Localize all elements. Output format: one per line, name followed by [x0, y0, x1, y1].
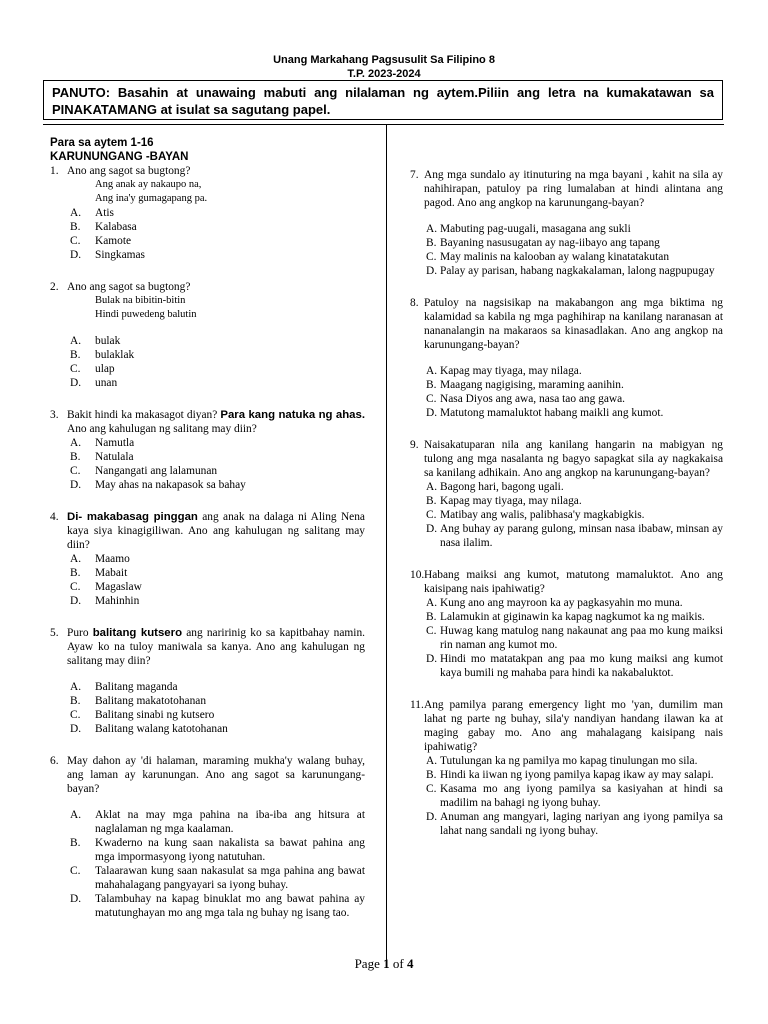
question-text: Ang pamilya parang emergency light mo 'yan, dumilim man lahat ng parte ng buhay, sila'y nandiyan handang ilawan ka at maging gabay mo. Ano ang mahalagang kaisipang nais ipahiwatig? — [424, 699, 723, 753]
question-number: 10. — [410, 569, 425, 581]
option-letter: B. — [426, 495, 437, 507]
answer-option — [50, 348, 365, 362]
question-item — [50, 408, 365, 510]
option-text: unan — [95, 377, 118, 389]
option-letter: C. — [426, 783, 437, 795]
page-total: 4 — [406, 956, 414, 971]
spacer — [50, 736, 365, 754]
option-text: Talambuhay na kapag binuklat mo ang bawat pahina ay matutunghayan mo ang mga tala ng buhay ng isang tao. — [95, 893, 365, 919]
option-letter: B. — [70, 451, 81, 463]
option-text: Matutong mamaluktot habang maikli ang kumot. — [440, 407, 664, 419]
question-stem — [410, 568, 723, 596]
section-topic: KARUNUNGANG -BAYAN — [50, 151, 189, 163]
question-number: 4. — [50, 511, 59, 523]
option-letter: D. — [426, 653, 438, 665]
question-stem — [410, 168, 723, 210]
section-label: Para sa aytem 1-16 — [50, 137, 154, 149]
option-letter: D. — [426, 811, 438, 823]
option-letter: B. — [426, 769, 437, 781]
question-item — [410, 168, 723, 296]
option-text: Matibay ang walis, palibhasa'y magkabigkis. — [440, 509, 645, 521]
answer-option — [410, 364, 723, 378]
column-divider — [386, 124, 387, 962]
option-letter: D. — [70, 249, 82, 261]
page-prefix: Page — [354, 956, 384, 971]
option-text: Mahinhin — [95, 595, 140, 607]
option-text: Aklat na may mga pahina na iba-iba ang hitsura at naglalaman ng mga kaalaman. — [95, 809, 365, 835]
question-item — [410, 568, 723, 698]
question-text: Habang maiksi ang kumot, matutong mamaluktot. Ano ang kaisipang nais ipahiwatig? — [424, 569, 723, 595]
option-letter: C. — [426, 393, 437, 405]
option-text: Kapag may tiyaga, may nilaga. — [440, 495, 582, 507]
option-text: Balitang sinabi ng kutsero — [95, 709, 215, 721]
question-text-continued: ang naririnig ko sa kapitbahay namin. Ayaw ko na tuloy maniwala sa kanya. Ano ang kahulugan ng salitang may diin? — [67, 627, 365, 667]
option-letter: B. — [426, 611, 437, 623]
option-letter: B. — [70, 837, 81, 849]
option-text: Namutla — [95, 437, 135, 449]
question-item — [50, 510, 365, 626]
question-number: 11. — [410, 699, 424, 711]
option-letter: D. — [70, 723, 82, 735]
answer-option — [410, 810, 723, 838]
question-stem — [410, 698, 723, 754]
option-letter: C. — [70, 709, 81, 721]
answer-option — [410, 494, 723, 508]
option-text: Kasama mo ang iyong pamilya sa kasiyahan at hindi sa madilim na bahagi ng iyong buhay. — [440, 783, 723, 809]
question-number: 8. — [410, 297, 419, 309]
question-number: 9. — [410, 439, 419, 451]
option-letter: D. — [426, 407, 438, 419]
option-letter: D. — [70, 893, 82, 905]
answer-option — [50, 334, 365, 348]
question-stem — [50, 510, 365, 552]
answer-option — [50, 694, 365, 708]
question-number: 2. — [50, 281, 59, 293]
page-of: of — [389, 956, 407, 971]
answer-option — [50, 552, 365, 566]
option-text: Talaarawan kung saan nakasulat sa mga pahina ang bawat mahahalagang pangyayari sa iyong buhay. — [95, 865, 365, 891]
answer-option — [410, 754, 723, 768]
option-text: May ahas na nakapasok sa bahay — [95, 479, 246, 491]
option-text: Maamo — [95, 553, 130, 565]
option-text: Natulala — [95, 451, 134, 463]
answer-option — [50, 892, 365, 920]
option-letter: A. — [70, 553, 82, 565]
question-text: Naisakatuparan nila ang kanilang hangarin na mabigyan ng tulong ang mga nasalanta ng bagyo sapagkat sila ay nagkakaisa sa kanilang adhikain. Ano ang angkop na karunungang-bayan? — [424, 439, 723, 479]
option-text: Tutulungan ka ng pamilya mo kapag tinulungan mo sila. — [440, 755, 698, 767]
answer-option — [50, 722, 365, 736]
option-text: Mabuting pag-uugali, masagana ang sukli — [440, 223, 631, 235]
answer-option — [410, 624, 723, 652]
question-emphasis: balitang kutsero — [92, 627, 183, 639]
question-number: 1. — [50, 165, 59, 177]
question-text: Ang mga sundalo ay itinuturing na mga bayani , kahit na sila ay nahihirapan, patuloy pa ring lumalaban at hindi alintana ang pagod. Ano ang angkop na karunungang-bayan? — [424, 169, 723, 209]
page-footer — [0, 956, 768, 972]
question-text: Bakit hindi ka makasagot diyan? — [67, 409, 221, 421]
spacer — [410, 420, 723, 438]
instructions-box: PANUTO: Basahin at unawaing mabuti ang nilalaman ng aytem.Piliin ang letra na kumakatawan sa PINAKATAMANG at isulat sa sagutang papel. — [43, 80, 723, 120]
question-item — [50, 164, 365, 280]
option-text: Kapag may tiyaga, may nilaga. — [440, 365, 582, 377]
question-stem — [50, 626, 365, 668]
option-text: Maagang nagigising, maraming aanihin. — [440, 379, 624, 391]
spacer — [410, 680, 723, 698]
option-text: Kalabasa — [95, 221, 137, 233]
option-text: Atis — [95, 207, 114, 219]
riddle-line: Bulak na bibitin-bitin — [95, 295, 186, 306]
option-text: Anuman ang mangyari, laging nariyan ang iyong pamilya sa lahat nang sandali ng iyong buhay. — [440, 811, 723, 837]
answer-option — [410, 768, 723, 782]
option-text: Balitang maganda — [95, 681, 178, 693]
question-text-continued: Ano ang kahulugan ng salitang may diin? — [67, 423, 257, 435]
option-letter: D. — [70, 595, 82, 607]
answer-option — [50, 362, 365, 376]
answer-option — [50, 680, 365, 694]
option-letter: C. — [426, 509, 437, 521]
option-text: Mabait — [95, 567, 128, 579]
question-text: Ano ang sagot sa bugtong? — [67, 281, 191, 293]
question-stem — [50, 164, 365, 178]
option-text: Palay ay parisan, habang nagkakalaman, lalong nagpupugay — [440, 265, 715, 277]
option-text: bulak — [95, 335, 121, 347]
answer-option — [410, 652, 723, 680]
question-number: 3. — [50, 409, 59, 421]
spacer — [410, 550, 723, 568]
spacer — [410, 352, 723, 364]
answer-option — [50, 594, 365, 608]
answer-option — [50, 836, 365, 864]
option-letter: B. — [70, 567, 81, 579]
option-letter: A. — [426, 755, 438, 767]
option-letter: C. — [426, 251, 437, 263]
answer-option — [50, 708, 365, 722]
option-letter: C. — [70, 235, 81, 247]
spacer — [50, 322, 365, 334]
question-stem — [410, 296, 723, 352]
answer-option — [50, 206, 365, 220]
answer-option — [50, 478, 365, 492]
option-text: May malinis na kalooban ay walang kinatatakutan — [440, 251, 670, 263]
answer-option — [50, 234, 365, 248]
option-text: Kwaderno na kung saan nakalista sa bawat pahina ang mga impormasyong iyong natutuhan. — [95, 837, 365, 863]
answer-option — [410, 236, 723, 250]
option-letter: A. — [426, 365, 438, 377]
answer-option — [410, 222, 723, 236]
question-item — [410, 438, 723, 568]
answer-option — [410, 508, 723, 522]
option-letter: D. — [426, 265, 438, 277]
question-stem — [50, 408, 365, 436]
left-question-list — [50, 164, 365, 920]
option-text: ulap — [95, 363, 115, 375]
page-number: 1 — [383, 956, 390, 971]
riddle-line: Ang anak ay nakaupo na, — [95, 179, 202, 190]
option-letter: C. — [70, 363, 81, 375]
answer-option — [410, 250, 723, 264]
option-letter: A. — [426, 223, 438, 235]
answer-option — [410, 264, 723, 278]
option-letter: C. — [426, 625, 437, 637]
question-number: 6. — [50, 755, 59, 767]
right-column — [410, 168, 723, 838]
question-stem — [50, 754, 365, 796]
spacer — [50, 796, 365, 808]
answer-option — [50, 808, 365, 836]
question-number: 5. — [50, 627, 59, 639]
option-letter: B. — [426, 379, 437, 391]
option-text: Huwag kang matulog nang nakaunat ang paa mo kung maiksi rin naman ang kumot mo. — [440, 625, 723, 651]
option-text: Kung ano ang mayroon ka ay pagkasyahin mo muna. — [440, 597, 683, 609]
spacer — [410, 278, 723, 296]
question-text-continued: ang anak na dalaga ni Aling Nena kaya siya kinagigiliwan. Ano ang kahulugan ng salitang may diin? — [67, 511, 365, 551]
option-text: Bagong hari, bagong ugali. — [440, 481, 564, 493]
question-emphasis: Para kang natuka ng ahas. — [220, 409, 366, 421]
option-text: Nasa Diyos ang awa, nasa tao ang gawa. — [440, 393, 626, 405]
option-letter: A. — [70, 809, 82, 821]
option-letter: B. — [70, 695, 81, 707]
answer-option — [50, 220, 365, 234]
answer-option — [410, 610, 723, 624]
option-letter: B. — [70, 221, 81, 233]
answer-option — [410, 596, 723, 610]
riddle-line: Hindi puwedeng balutin — [95, 309, 197, 320]
answer-option — [50, 436, 365, 450]
exam-title: Unang Markahang Pagsusulit Sa Filipino 8 — [273, 54, 495, 66]
answer-option — [410, 522, 723, 550]
right-question-list — [410, 168, 723, 838]
spacer — [50, 492, 365, 510]
answer-option — [50, 566, 365, 580]
option-text: Balitang walang katotohanan — [95, 723, 228, 735]
spacer — [410, 210, 723, 222]
option-letter: C. — [70, 865, 81, 877]
left-column — [50, 136, 365, 920]
question-item — [410, 698, 723, 838]
answer-option — [410, 392, 723, 406]
question-item — [50, 626, 365, 754]
option-letter: D. — [70, 479, 82, 491]
question-item — [50, 754, 365, 920]
option-text: Nangangati ang lalamunan — [95, 465, 218, 477]
answer-option — [50, 450, 365, 464]
answer-option — [410, 378, 723, 392]
question-text: Ano ang sagot sa bugtong? — [67, 165, 191, 177]
answer-option — [50, 464, 365, 478]
option-letter: A. — [70, 681, 82, 693]
option-letter: B. — [70, 349, 81, 361]
option-letter: C. — [70, 581, 81, 593]
question-stem — [50, 280, 365, 294]
question-item — [410, 296, 723, 438]
option-letter: A. — [426, 597, 438, 609]
option-text: Singkamas — [95, 249, 145, 261]
riddle-line: Ang ina'y gumagapang pa. — [95, 193, 208, 204]
option-letter: A. — [426, 481, 438, 493]
question-text: Puro — [67, 627, 93, 639]
question-text: Patuloy na nagsisikap na makabangon ang mga biktima ng kalamidad sa kabila ng mga paghihirap na kanilang naranasan at nananalangin na makaraos sa kinasadlakan. Ano ang angkop na karunungang-bayan? — [424, 297, 723, 351]
answer-option — [50, 580, 365, 594]
frame-divider-top — [43, 124, 724, 125]
question-item — [50, 280, 365, 408]
option-letter: D. — [426, 523, 438, 535]
answer-option — [410, 406, 723, 420]
option-text: Magaslaw — [95, 581, 142, 593]
question-text: May dahon ay 'di halaman, maraming mukha'y walang buhay, ang laman ay karunungan. Ano ang sagot sa karunungang-bayan? — [67, 755, 365, 795]
option-letter: A. — [70, 335, 82, 347]
option-letter: B. — [426, 237, 437, 249]
question-emphasis: Di- makabasag pinggan — [67, 511, 198, 523]
answer-option — [50, 376, 365, 390]
spacer — [50, 668, 365, 680]
answer-option — [50, 248, 365, 262]
question-stem — [410, 438, 723, 480]
option-letter: A. — [70, 437, 82, 449]
answer-option — [50, 864, 365, 892]
option-letter: C. — [70, 465, 81, 477]
option-text: Hindi ka iiwan ng iyong pamilya kapag ikaw ay may salapi. — [440, 769, 714, 781]
school-year: T.P. 2023-2024 — [347, 68, 421, 80]
option-letter: D. — [70, 377, 82, 389]
option-text: Balitang makatotohanan — [95, 695, 207, 707]
spacer — [50, 262, 365, 280]
answer-option — [410, 782, 723, 810]
spacer — [50, 608, 365, 626]
option-text: Bayaning nasusugatan ay nag-iibayo ang tapang — [440, 237, 660, 249]
spacer — [50, 390, 365, 408]
option-text: Hindi mo matatakpan ang paa mo kung maiksi ang kumot kaya bumili ng mahaba para hindi ka nakabaluktot. — [440, 653, 723, 679]
option-text: Lalamukin at giginawin ka kapag nagkumot ka ng maikis. — [440, 611, 705, 623]
option-letter: A. — [70, 207, 82, 219]
answer-option — [410, 480, 723, 494]
option-text: bulaklak — [95, 349, 135, 361]
question-number: 7. — [410, 169, 419, 181]
option-text: Kamote — [95, 235, 132, 247]
option-text: Ang buhay ay parang gulong, minsan nasa ibabaw, minsan ay nasa ilalim. — [440, 523, 723, 549]
